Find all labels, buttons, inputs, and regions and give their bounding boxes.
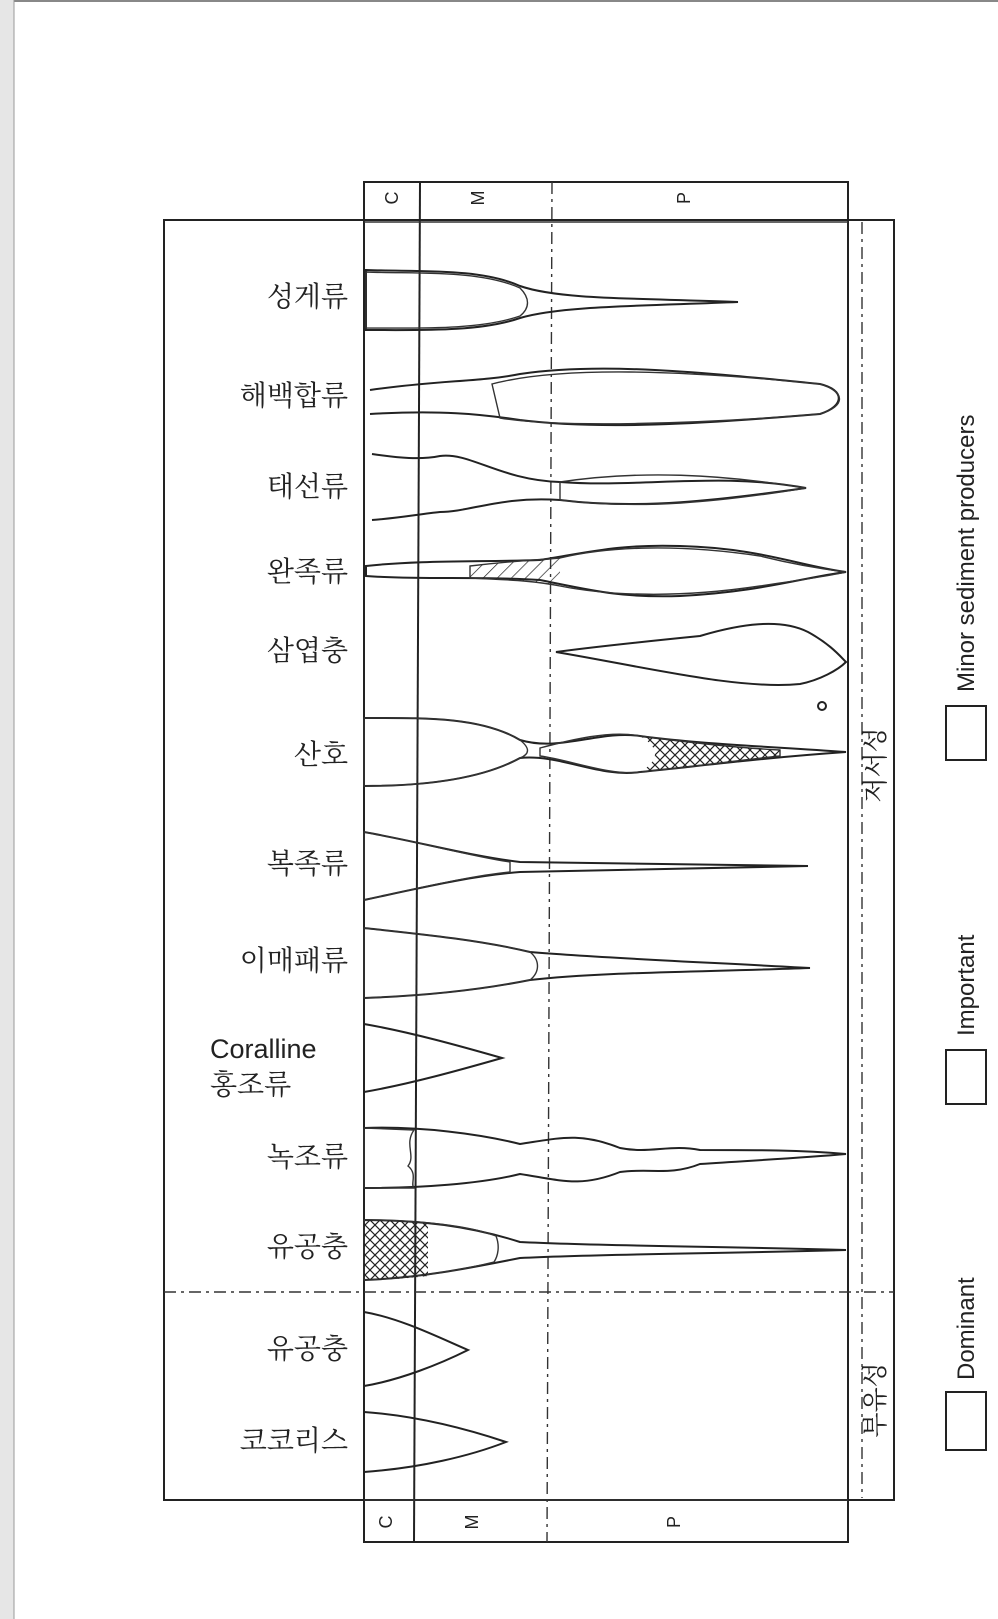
row-label-coralline: Coralline (210, 1034, 317, 1064)
legend-important-label: Important (953, 934, 980, 1036)
row-label-crinoids: 해백합류 (239, 379, 348, 412)
legend-important-swatch (946, 1050, 986, 1104)
legend-minor-label: Minor sediment producers (953, 414, 980, 692)
shape-trilobites (556, 624, 846, 710)
legend-dominant-swatch (946, 1392, 986, 1450)
shape-gastropods (364, 832, 808, 900)
legend-dominant-label: Dominant (953, 1277, 980, 1380)
shape-coccoliths (364, 1412, 506, 1472)
row-label-corals: 산호 (293, 738, 348, 771)
legend (946, 415, 986, 1450)
zone-label-top-p: P (674, 191, 694, 205)
row-label-trilobites: 삼엽충 (266, 634, 348, 667)
row-label-red-algae: 홍조류 (210, 1068, 292, 1101)
row-label-planktonic-foraminifera: 유공충 (266, 1332, 348, 1365)
shape-brachiopods (366, 546, 846, 597)
shape-crinoids (370, 369, 840, 426)
zone-label-bottom-m: M (462, 1514, 482, 1530)
legend-minor-swatch (946, 706, 986, 760)
shape-planktonic-foraminifera (364, 1312, 468, 1386)
row-label-benthic-foraminifera: 유공충 (266, 1230, 348, 1263)
side-label-planktonic: 부유성 (861, 1362, 891, 1438)
shape-benthic-foraminifera (364, 1220, 846, 1280)
row-label-brachiopods: 완족류 (266, 555, 348, 588)
zone-label-top-c: C (382, 191, 402, 205)
shape-bryozoans (372, 454, 806, 520)
shape-green-algae (364, 1128, 846, 1188)
row-label-gastropods: 복족류 (266, 847, 348, 880)
shape-bivalves (364, 928, 810, 998)
zone-label-bottom-c: C (376, 1515, 396, 1529)
zone-column-frame (364, 182, 848, 1542)
page-border-left (0, 0, 14, 1619)
divider-c-m (414, 182, 420, 1542)
shape-coralline-red-algae (364, 1024, 502, 1092)
row-label-coccoliths: 코코리스 (239, 1424, 348, 1457)
zone-label-bottom-p: P (664, 1515, 684, 1529)
zone-label-top-m: M (468, 190, 488, 206)
row-label-bivalves: 이매패류 (239, 944, 348, 977)
shape-corals (364, 718, 846, 786)
row-label-bryozoans: 태선류 (266, 470, 348, 503)
row-label-green-algae: 녹조류 (266, 1140, 348, 1173)
row-label-echinoids: 성게류 (266, 280, 348, 313)
side-label-benthic: 저서성 (861, 727, 891, 803)
